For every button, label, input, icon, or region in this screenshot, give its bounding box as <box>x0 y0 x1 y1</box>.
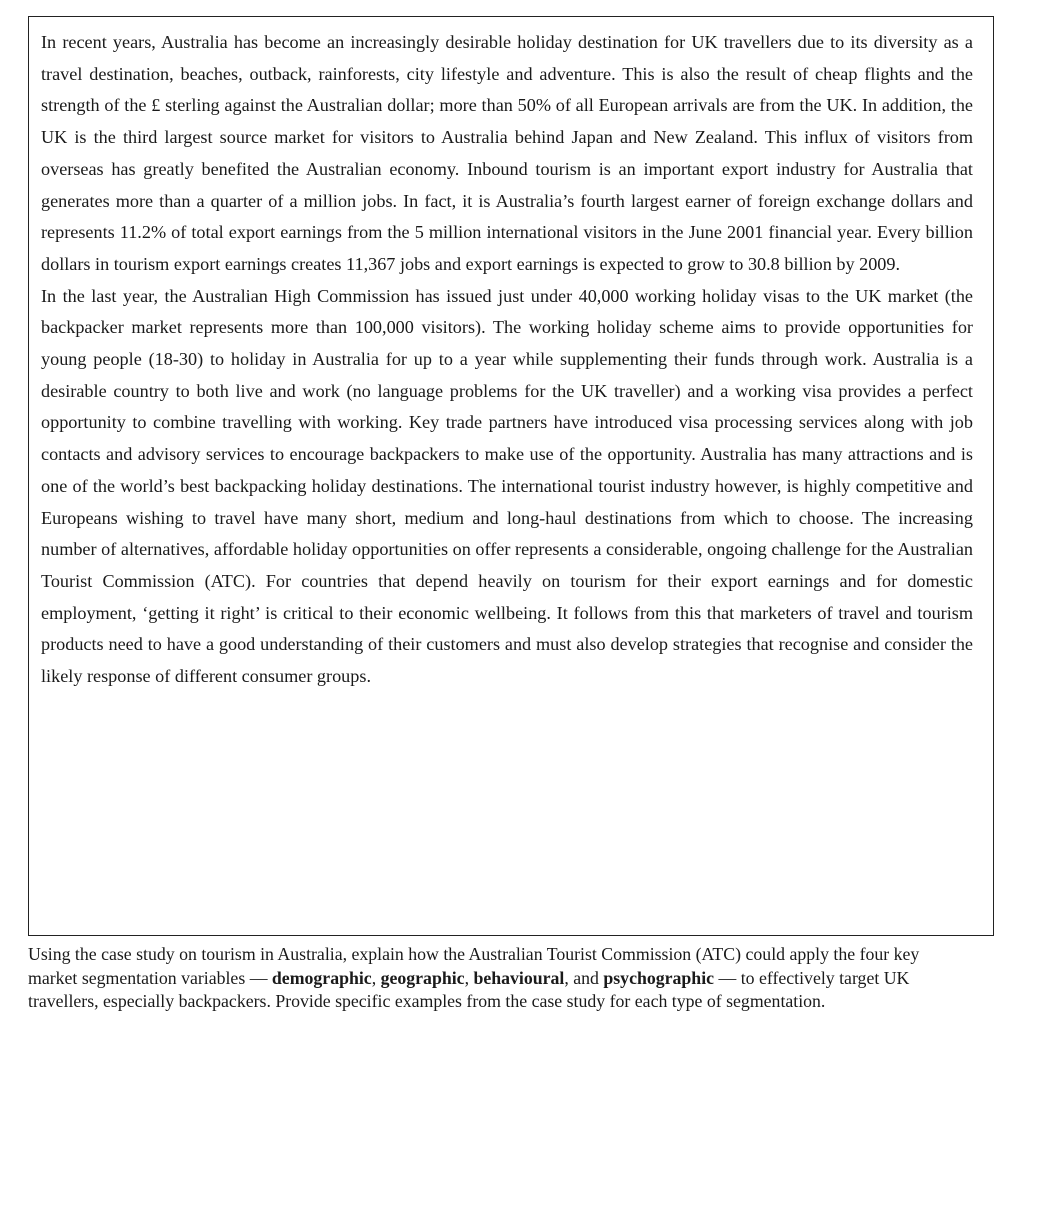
case-study-box <box>28 16 994 936</box>
question-text <box>28 943 938 1014</box>
term-geographic: geographic <box>380 967 465 988</box>
term-psychographic: psychographic <box>603 967 715 988</box>
question-separator-3: , and <box>564 967 604 988</box>
question-outro: — to effectively target UK travellers, especially backpackers. Provide specific examples from the case study for each type of segmentation. <box>28 967 910 1011</box>
question-separator-2: , <box>464 967 474 988</box>
case-study-paragraph-2: In the last year, the Australian High Commission has issued just under 40,000 working holiday visas to the UK market (the backpacker market represents more than 100,000 visitors). The working holiday scheme aims to provide opportunities for young people (18-30) to holiday in Australia for up to a year while supplementing their funds through work. Australia is a desirable country to both live and work (no language problems for the UK traveller) and a working visa provides a perfect opportunity to combine travelling with working. Key trade partners have introduced visa processing services along with job contacts and advisory services to encourage backpackers to make use of the opportunity. Australia has many attractions and is one of the world’s best backpacking holiday destinations. The international tourist industry however, is highly competitive and Europeans wishing to travel have many short, medium and long-haul destinations from which to choose. The increasing number of alternatives, affordable holiday opportunities on offer represents a considerable, ongoing challenge for the Australian Tourist Commission (ATC). For countries that depend heavily on tourism for their export earnings and for domestic employment, ‘getting it right’ is critical to their economic wellbeing. It follows from this that marketers of travel and tourism products need to have a good understanding of their customers and must also develop strategies that recognise and consider the likely response of different consumer groups. <box>41 285 973 687</box>
term-demographic: demographic <box>271 967 372 988</box>
term-behavioural: behavioural <box>473 967 565 988</box>
case-study-paragraph-1: In recent years, Australia has become an increasingly desirable holiday destination for UK travellers due to its diversity as a travel destination, beaches, outback, rainforests, city lifestyle and adventure. This is also the result of cheap flights and the strength of the £ sterling against the Australian dollar; more than 50% of all European arrivals are from the UK. In addition, the UK is the third largest source market for visitors to Australia behind Japan and New Zealand. This influx of visitors from overseas has greatly benefited the Australian economy. Inbound tourism is an important export industry for Australia that generates more than a quarter of a million jobs. In fact, it is Australia’s fourth largest earner of foreign exchange dollars and represents 11.2% of total export earnings from the 5 million international visitors in the June 2001 financial year. Every billion dollars in tourism export earnings creates 11,367 jobs and export earnings is expected to grow to 30.8 billion by 2009. <box>41 32 973 274</box>
question-separator-1: , <box>371 967 381 988</box>
question-intro: Using the case study on tourism in Australia, explain how the Australian Tourist Commission (ATC) could apply the four key market segmentation variables — <box>28 944 920 988</box>
